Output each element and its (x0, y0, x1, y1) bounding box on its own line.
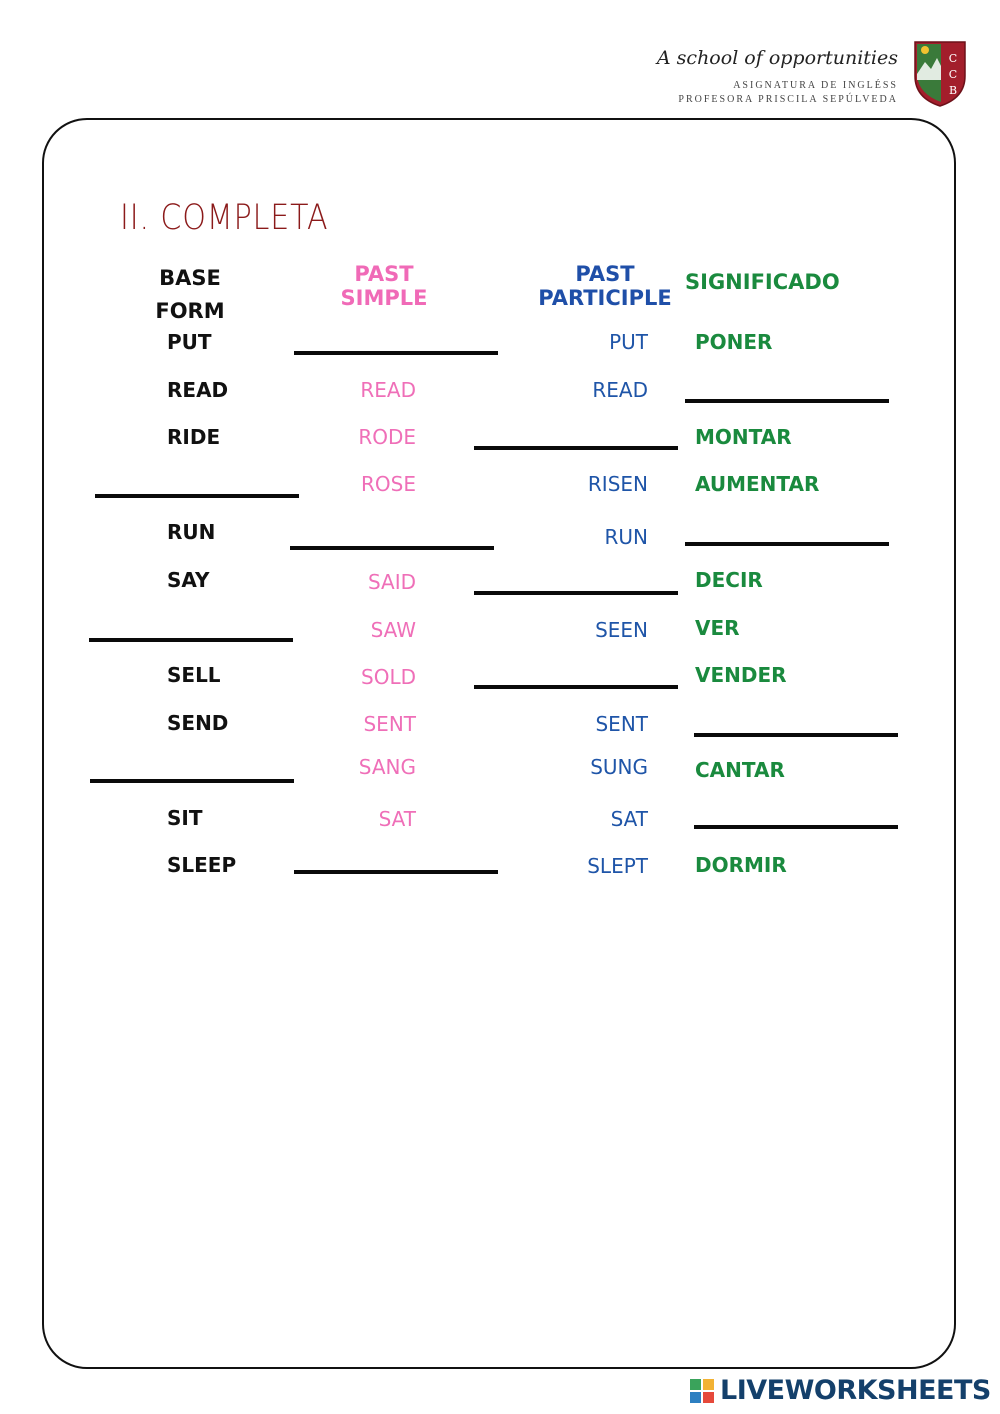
row-2-sig-blank[interactable] (685, 399, 889, 403)
row-3-past: RODE (358, 425, 416, 449)
row-3-sig: MONTAR (695, 425, 792, 449)
column-header-base-form (140, 262, 240, 328)
row-12-past-blank[interactable] (294, 870, 498, 874)
row-3-base: RIDE (167, 425, 221, 449)
row-2-base: READ (167, 378, 229, 402)
row-4-pp: RISEN (587, 472, 648, 496)
row-1-pp: PUT (609, 330, 648, 354)
row-5-sig-blank[interactable] (685, 542, 889, 546)
row-5-past-blank[interactable] (290, 546, 494, 550)
column-header-past-simple (324, 262, 444, 310)
svg-text:C: C (948, 68, 958, 81)
row-6-base: SAY (167, 568, 210, 592)
row-10-base-blank[interactable] (90, 779, 294, 783)
teacher-label: PROFESORA PRISCILA SEPÚLVEDA (678, 94, 898, 105)
row-4-past: ROSE (361, 472, 416, 496)
column-header-past-simple-text: PAST SIMPLE (340, 262, 428, 310)
school-crest-logo (911, 36, 969, 108)
school-tagline: A school of opportunities (656, 47, 898, 69)
row-9-pp: SENT (595, 712, 648, 736)
column-header-past-participle (530, 262, 680, 310)
row-9-past: SENT (363, 712, 416, 736)
row-12-pp: SLEPT (587, 854, 648, 878)
row-5-pp: RUN (604, 525, 648, 549)
row-9-base: SEND (167, 711, 229, 735)
row-10-sig: CANTAR (695, 758, 785, 782)
row-7-base-blank[interactable] (89, 638, 293, 642)
row-12-sig: DORMIR (695, 853, 787, 877)
row-1-sig: PONER (695, 330, 773, 354)
row-7-sig: VER (695, 616, 740, 640)
footer-brand-text: LIVEWORKSHEETS (720, 1375, 991, 1406)
footer-brand (690, 1375, 990, 1407)
row-1-past-blank[interactable] (294, 351, 498, 355)
column-header-base-form-text: BASE FORM (155, 266, 225, 323)
row-7-pp: SEEN (595, 618, 648, 642)
row-5-base: RUN (167, 520, 216, 544)
column-header-past-participle-text: PAST PARTICIPLE (538, 262, 672, 310)
row-10-past: SANG (358, 755, 416, 779)
row-8-sig: VENDER (695, 663, 787, 687)
column-header-significado: SIGNIFICADO (685, 270, 840, 294)
row-2-past: READ (360, 378, 416, 402)
row-3-pp-blank[interactable] (474, 446, 678, 450)
row-11-past: SAT (378, 807, 416, 831)
subject-label: ASIGNATURA DE INGLÉSS (733, 80, 898, 91)
row-7-past: SAW (370, 618, 416, 642)
row-11-pp: SAT (610, 807, 648, 831)
row-8-past: SOLD (361, 665, 416, 689)
section-title: II. COMPLETA (120, 198, 329, 238)
row-8-base: SELL (167, 663, 221, 687)
row-4-base-blank[interactable] (95, 494, 299, 498)
row-12-base: SLEEP (167, 853, 237, 877)
row-2-pp: READ (592, 378, 648, 402)
liveworksheets-logo-icon (690, 1379, 714, 1403)
row-9-sig-blank[interactable] (694, 733, 898, 737)
row-11-base: SIT (167, 806, 203, 830)
row-6-pp-blank[interactable] (474, 591, 678, 595)
row-6-past: SAID (367, 570, 416, 594)
row-10-pp: SUNG (590, 755, 648, 779)
row-8-pp-blank[interactable] (474, 685, 678, 689)
svg-text:C: C (948, 52, 958, 65)
row-1-base: PUT (167, 330, 212, 354)
row-6-sig: DECIR (695, 568, 763, 592)
row-4-sig: AUMENTAR (695, 472, 820, 496)
svg-text:B: B (948, 84, 958, 97)
row-11-sig-blank[interactable] (694, 825, 898, 829)
